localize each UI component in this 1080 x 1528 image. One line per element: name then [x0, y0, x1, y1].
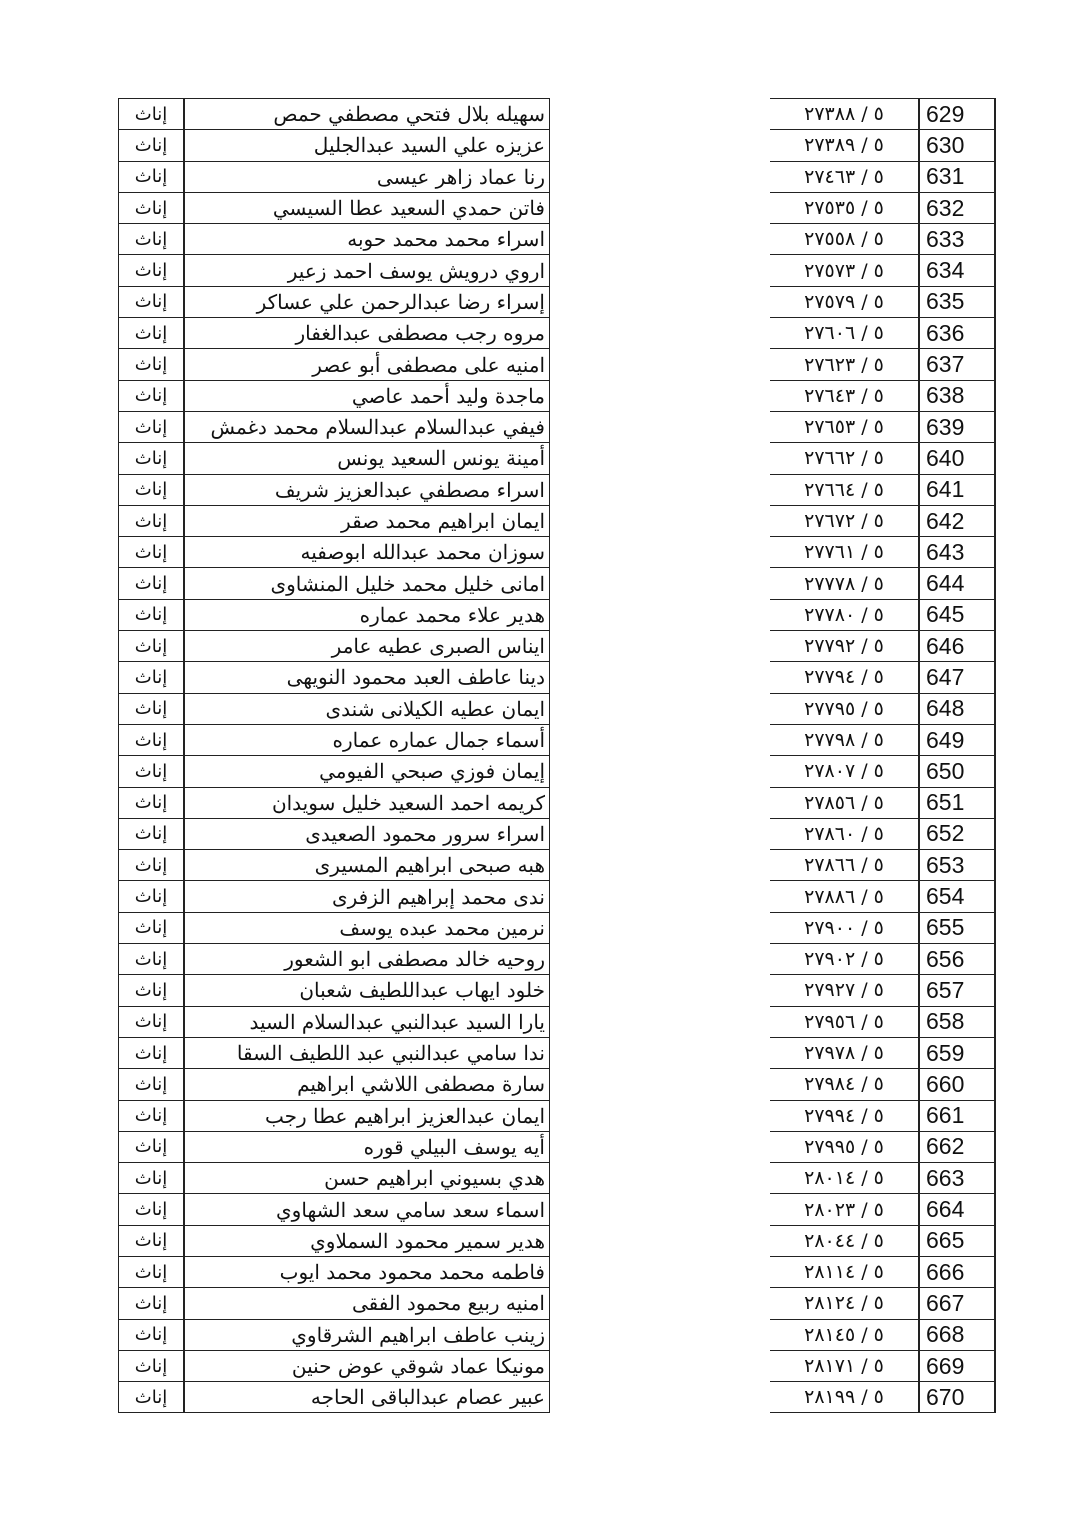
gender-cell: إناث [134, 1167, 168, 1189]
roster-table [118, 98, 996, 1413]
gender-cell: إناث [134, 1324, 168, 1346]
serial-number-cell: 639 [926, 413, 965, 440]
name-cell: ندا سامي عبدالنبي عبد اللطيف السقا [236, 1041, 545, 1066]
registration-code-cell: ٥ / ٢٧٧٦١ [804, 541, 884, 564]
name-cell: سهيله بلال فتحي مصطفي حمص [273, 102, 545, 127]
table-row [119, 537, 996, 568]
registration-code-cell: ٥ / ٢٧٩٢٧ [804, 979, 884, 1002]
gender-cell: إناث [134, 698, 168, 720]
registration-code-cell: ٥ / ٢٧٦٦٤ [804, 478, 884, 501]
registration-code-cell: ٥ / ٢٧٩٨٤ [804, 1073, 884, 1096]
gender-cell: إناث [134, 1355, 168, 1377]
serial-number-cell: 633 [926, 225, 965, 252]
gender-cell: إناث [134, 479, 168, 501]
table-row [119, 1319, 996, 1350]
cropped-column [550, 318, 771, 349]
cropped-column [550, 1256, 771, 1287]
gender-cell: إناث [134, 1386, 168, 1408]
registration-code-cell: ٥ / ٢٧٨٨٦ [804, 885, 884, 908]
registration-code-cell: ٥ / ٢٧٧٩٤ [804, 666, 884, 689]
table-row [119, 443, 996, 474]
gender-cell: إناث [134, 604, 168, 626]
table-row [119, 756, 996, 787]
table-row [119, 318, 996, 349]
cropped-column [550, 443, 771, 474]
name-cell: ايمان عطيه الكيلانى شندى [325, 696, 545, 721]
table-row [119, 662, 996, 693]
gender-cell: إناث [134, 385, 168, 407]
gender-cell: إناث [134, 573, 168, 595]
name-cell: ماجدة وليد أحمد عاصي [351, 383, 545, 408]
gender-cell: إناث [134, 1292, 168, 1314]
registration-code-cell: ٥ / ٢٧٦٧٢ [804, 510, 884, 532]
serial-number-cell: 669 [926, 1352, 965, 1379]
name-cell: دينا عاطف العبد محمود النويهى [286, 665, 545, 690]
gender-cell: إناث [134, 1011, 168, 1033]
table-row [119, 850, 996, 881]
cropped-column [550, 912, 771, 943]
gender-cell: إناث [134, 166, 168, 188]
serial-number-cell: 653 [926, 851, 965, 878]
name-cell: اسراء مصطفي عبدالعزيز شريف [274, 477, 545, 502]
name-cell: عبير عصام عبدالباقى الحاجه [310, 1385, 545, 1410]
name-cell: اروي درويش يوسف احمد زعير [287, 258, 545, 283]
table-row [119, 1350, 996, 1381]
name-cell: هدي بسيوني ابراهيم حسن [324, 1166, 545, 1191]
cropped-column [550, 599, 771, 630]
serial-number-cell: 665 [926, 1227, 965, 1254]
cropped-column [550, 1006, 771, 1037]
gender-cell: إناث [134, 103, 168, 125]
serial-number-cell: 656 [926, 945, 965, 972]
name-cell: مونيكا عماد شوقي عوض حنين [291, 1354, 545, 1379]
table-row [119, 161, 996, 192]
cropped-column [550, 724, 771, 755]
table-row [119, 724, 996, 755]
cropped-column [550, 255, 771, 286]
gender-cell: إناث [134, 1199, 168, 1221]
gender-cell: إناث [134, 760, 168, 782]
gender-cell: إناث [134, 948, 168, 970]
serial-number-cell: 650 [926, 757, 965, 784]
cropped-column [550, 349, 771, 380]
registration-code-cell: ٥ / ٢٨٠١٤ [804, 1167, 884, 1190]
cropped-column [550, 1131, 771, 1162]
registration-code-cell: ٥ / ٢٧٧٧٨ [804, 572, 884, 595]
cropped-column [550, 1382, 771, 1413]
gender-cell: إناث [134, 447, 168, 469]
serial-number-cell: 659 [926, 1039, 965, 1066]
name-cell: روحيه خالد مصطفى ابو الشعور [284, 947, 545, 972]
table-row [119, 1225, 996, 1256]
serial-number-cell: 668 [926, 1321, 965, 1348]
name-cell: إسراء رضا عبدالرحمن علي عساكر [256, 289, 545, 314]
registration-code-cell: ٥ / ٢٧٨٠٧ [804, 760, 884, 783]
registration-code-cell: ٥ / ٢٨١٤٥ [804, 1323, 884, 1346]
serial-number-cell: 655 [926, 914, 965, 941]
name-cell: امنيه ربيع محمود الفقى [351, 1291, 545, 1316]
serial-number-cell: 644 [926, 570, 965, 597]
registration-code-cell: ٥ / ٢٧٨٥٦ [804, 791, 884, 814]
cropped-column [550, 850, 771, 881]
name-cell: سارة مصطفى اللاشي ابراهيم [297, 1072, 545, 1097]
cropped-column [550, 1100, 771, 1131]
name-cell: إيمان فوزي صبحي الفيومي [319, 759, 545, 784]
table-row [119, 568, 996, 599]
serial-number-cell: 648 [926, 695, 965, 722]
name-cell: هبه صبحى ابراهيم المسيرى [314, 853, 545, 878]
cropped-column [550, 192, 771, 223]
gender-cell: إناث [134, 917, 168, 939]
registration-code-cell: ٥ / ٢٧٩٥٦ [804, 1010, 884, 1033]
gender-cell: إناث [134, 1073, 168, 1095]
registration-code-cell: ٥ / ٢٧٧٩٢ [804, 635, 884, 658]
cropped-column [550, 756, 771, 787]
registration-code-cell: ٥ / ٢٨١٢٤ [804, 1292, 884, 1315]
table-row [119, 1163, 996, 1194]
cropped-column [550, 99, 771, 130]
name-cell: أيه يوسف البيلي قوره [363, 1134, 545, 1159]
table-row [119, 787, 996, 818]
cropped-column [550, 1319, 771, 1350]
table-row [119, 1131, 996, 1162]
serial-number-cell: 667 [926, 1289, 965, 1316]
registration-code-cell: ٥ / ٢٧٥٥٨ [804, 228, 884, 251]
gender-cell: إناث [134, 854, 168, 876]
cropped-column [550, 505, 771, 536]
registration-code-cell: ٥ / ٢٧٨٦٦ [804, 854, 884, 877]
gender-cell: إناث [134, 1105, 168, 1127]
table-row [119, 912, 996, 943]
registration-code-cell: ٥ / ٢٧٩٧٨ [804, 1042, 884, 1065]
registration-code-cell: ٥ / ٢٧٩٠٠ [804, 916, 884, 939]
table-row [119, 505, 996, 536]
registration-code-cell: ٥ / ٢٨٠٤٤ [804, 1229, 884, 1252]
gender-cell: إناث [134, 1261, 168, 1283]
table-row [119, 818, 996, 849]
table-row [119, 631, 996, 662]
cropped-column [550, 693, 771, 724]
cropped-column [550, 537, 771, 568]
cropped-column [550, 1037, 771, 1068]
gender-cell: إناث [134, 291, 168, 313]
cropped-column [550, 944, 771, 975]
name-cell: كريمه احمد السعيد خليل سويدان [271, 790, 545, 815]
table-row [119, 1006, 996, 1037]
cropped-column [550, 161, 771, 192]
cropped-column [550, 1288, 771, 1319]
serial-number-cell: 658 [926, 1008, 965, 1035]
name-cell: اسراء سرور محمود الصعيدى [305, 821, 545, 846]
table-row [119, 1194, 996, 1225]
cropped-column [550, 224, 771, 255]
serial-number-cell: 641 [926, 476, 965, 503]
cropped-column [550, 1225, 771, 1256]
gender-cell: إناث [134, 322, 168, 344]
serial-number-cell: 645 [926, 601, 965, 628]
gender-cell: إناث [134, 228, 168, 250]
serial-number-cell: 646 [926, 632, 965, 659]
table-row [119, 599, 996, 630]
name-cell: رنا عماد زاهر عيسى [376, 164, 545, 189]
registration-code-cell: ٥ / ٢٨١٩٩ [804, 1386, 884, 1409]
gender-cell: إناث [134, 1230, 168, 1252]
table-row [119, 411, 996, 442]
table-row [119, 349, 996, 380]
serial-number-cell: 657 [926, 976, 965, 1003]
name-cell: يارا السيد عبدالنبي عبدالسلام السيد [249, 1009, 545, 1034]
gender-cell: إناث [134, 1042, 168, 1064]
serial-number-cell: 631 [926, 163, 965, 190]
table-row [119, 693, 996, 724]
table-row [119, 944, 996, 975]
serial-number-cell: 636 [926, 319, 965, 346]
cropped-column [550, 568, 771, 599]
table-row [119, 1037, 996, 1068]
registration-code-cell: ٥ / ٢٨١١٤ [804, 1261, 884, 1284]
gender-cell: إناث [134, 260, 168, 282]
registration-code-cell: ٥ / ٢٧٤٦٣ [804, 165, 884, 188]
registration-code-cell: ٥ / ٢٧٨٦٠ [804, 822, 884, 845]
name-cell: ايمان ابراهيم محمد صقر [341, 509, 545, 533]
table-row [119, 286, 996, 317]
cropped-column [550, 474, 771, 505]
registration-code-cell: ٥ / ٢٧٩٩٤ [804, 1104, 884, 1127]
gender-cell: إناث [134, 197, 168, 219]
name-cell: امانى خليل محمد خليل المنشاوى [270, 571, 545, 596]
table-row [119, 255, 996, 286]
serial-number-cell: 634 [926, 257, 965, 284]
gender-cell: إناث [134, 635, 168, 657]
table-row [119, 1256, 996, 1287]
serial-number-cell: 652 [926, 820, 965, 847]
cropped-column [550, 1163, 771, 1194]
cropped-column [550, 662, 771, 693]
gender-cell: إناث [134, 1136, 168, 1158]
registration-code-cell: ٥ / ٢٧٣٨٩ [804, 134, 884, 157]
registration-code-cell: ٥ / ٢٧٧٨٠ [804, 603, 884, 626]
serial-number-cell: 654 [926, 883, 965, 910]
gender-cell: إناث [134, 134, 168, 156]
name-cell: امنيه على مصطفى أبو عصر [312, 352, 545, 377]
registration-code-cell: ٥ / ٢٧٥٣٥ [804, 197, 884, 220]
cropped-column [550, 130, 771, 161]
table-row [119, 474, 996, 505]
name-cell: ندى محمد إبراهيم الزفرى [331, 884, 545, 909]
name-cell: عزيزه علي السيد عبدالجليل [313, 133, 545, 158]
name-cell: هدير علاء محمد عماره [359, 602, 545, 627]
serial-number-cell: 632 [926, 194, 965, 221]
table-row [119, 99, 996, 130]
name-cell: ايناس الصبرى عطيه عامر [331, 634, 545, 659]
serial-number-cell: 642 [926, 507, 965, 534]
name-cell: نرمين محمد عبده يوسف [339, 915, 545, 940]
name-cell: أمينة يونس السعيد يونس [337, 446, 545, 471]
gender-cell: إناث [134, 886, 168, 908]
table-row [119, 1382, 996, 1413]
table-row [119, 1069, 996, 1100]
table-row [119, 130, 996, 161]
roster-rows [119, 99, 996, 1413]
name-cell: زينب عاطف ابراهيم الشرقاوي [291, 1322, 545, 1347]
table-row [119, 1100, 996, 1131]
gender-cell: إناث [134, 729, 168, 751]
serial-number-cell: 661 [926, 1102, 965, 1129]
cropped-column [550, 1069, 771, 1100]
name-cell: هدير سمير محمود السملاوي [310, 1228, 545, 1253]
table-row [119, 192, 996, 223]
serial-number-cell: 666 [926, 1258, 965, 1285]
registration-code-cell: ٥ / ٢٧٦٦٢ [804, 447, 884, 470]
registration-code-cell: ٥ / ٢٧٩٠٢ [804, 948, 884, 971]
registration-code-cell: ٥ / ٢٨٠٢٣ [804, 1198, 884, 1221]
cropped-column [550, 631, 771, 662]
registration-code-cell: ٥ / ٢٧٧٩٨ [804, 729, 884, 752]
name-cell: فاتن حمدي السعيد عطا السيسي [272, 196, 545, 221]
cropped-column [550, 380, 771, 411]
name-cell: فيفي عبدالسلام عبدالسلام محمد دغمش [210, 415, 545, 440]
serial-number-cell: 630 [926, 131, 965, 158]
gender-cell: إناث [134, 792, 168, 814]
registration-code-cell: ٥ / ٢٧٩٩٥ [804, 1135, 884, 1158]
roster-sheet [118, 98, 990, 1413]
serial-number-cell: 635 [926, 288, 965, 315]
gender-cell: إناث [134, 541, 168, 563]
registration-code-cell: ٥ / ٢٧٦٥٣ [804, 416, 884, 439]
gender-cell: إناث [134, 666, 168, 688]
name-cell: اسماء سعد سامي سعد الشهاوي [276, 1197, 545, 1222]
cropped-column [550, 975, 771, 1006]
serial-number-cell: 637 [926, 351, 965, 378]
serial-number-cell: 629 [926, 100, 965, 127]
registration-code-cell: ٥ / ٢٧٦٠٦ [804, 322, 884, 345]
registration-code-cell: ٥ / ٢٧٧٩٥ [804, 697, 884, 720]
serial-number-cell: 660 [926, 1070, 965, 1097]
table-row [119, 224, 996, 255]
serial-number-cell: 643 [926, 538, 965, 565]
name-cell: ايمان عبدالعزيز ابراهيم عطا رجب [265, 1103, 545, 1128]
gender-cell: إناث [134, 354, 168, 376]
name-cell: اسراء محمد محمد حوبه [347, 227, 545, 252]
serial-number-cell: 662 [926, 1133, 965, 1160]
gender-cell: إناث [134, 510, 168, 532]
serial-number-cell: 649 [926, 726, 965, 753]
gender-cell: إناث [134, 416, 168, 438]
serial-number-cell: 640 [926, 444, 965, 471]
gender-cell: إناث [134, 979, 168, 1001]
serial-number-cell: 647 [926, 663, 965, 690]
cropped-column [550, 818, 771, 849]
table-row [119, 881, 996, 912]
name-cell: أسماء جمال عماره عماره [332, 728, 545, 753]
table-row [119, 1288, 996, 1319]
name-cell: سوزان محمد عبدالله ابوصفيه [300, 540, 545, 565]
cropped-column [550, 411, 771, 442]
serial-number-cell: 638 [926, 382, 965, 409]
cropped-column [550, 286, 771, 317]
cropped-column [550, 1350, 771, 1381]
serial-number-cell: 651 [926, 789, 965, 816]
name-cell: فاطمه محمد محمود محمد ايوب [279, 1260, 545, 1285]
serial-number-cell: 663 [926, 1164, 965, 1191]
registration-code-cell: ٥ / ٢٧٦٢٣ [804, 353, 884, 376]
name-cell: خلود ايهاب عبداللطيف شعبان [299, 978, 545, 1003]
registration-code-cell: ٥ / ٢٨١٧١ [804, 1355, 884, 1378]
registration-code-cell: ٥ / ٢٧٣٨٨ [804, 103, 884, 126]
name-cell: مروه رجب مصطفى عبدالغفار [295, 321, 545, 346]
registration-code-cell: ٥ / ٢٧٥٧٣ [804, 259, 884, 282]
gender-cell: إناث [134, 823, 168, 845]
serial-number-cell: 670 [926, 1383, 965, 1410]
cropped-column [550, 787, 771, 818]
table-row [119, 975, 996, 1006]
registration-code-cell: ٥ / ٢٧٥٧٩ [804, 290, 884, 313]
registration-code-cell: ٥ / ٢٧٦٤٣ [804, 384, 884, 407]
serial-number-cell: 664 [926, 1196, 965, 1223]
cropped-column [550, 881, 771, 912]
cropped-column [550, 1194, 771, 1225]
table-row [119, 380, 996, 411]
